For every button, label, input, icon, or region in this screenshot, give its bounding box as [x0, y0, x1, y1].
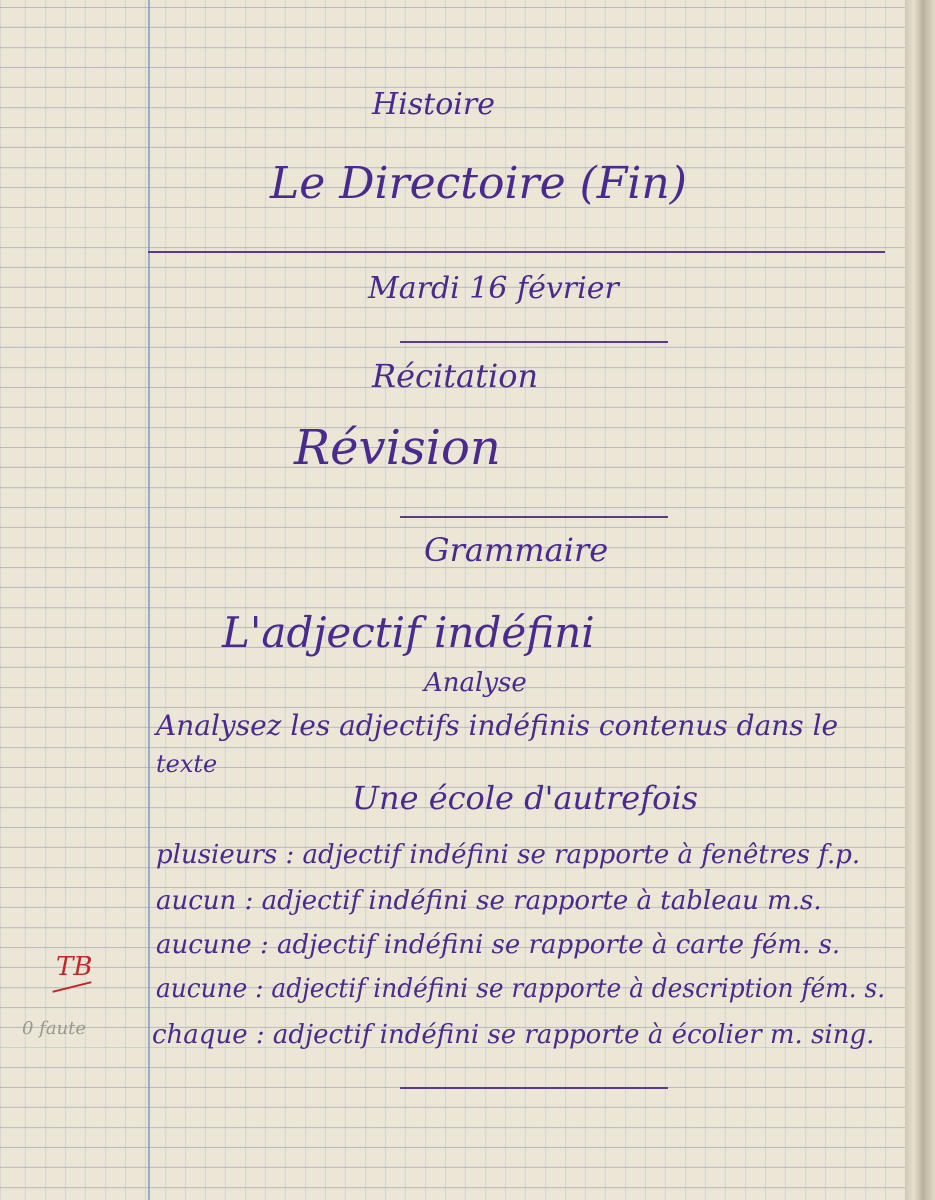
instruction-line: texte	[156, 750, 218, 778]
page-edge	[905, 0, 935, 1200]
divider-rule	[400, 1087, 668, 1089]
grade-underline	[52, 981, 91, 993]
fault-note: 0 faute	[22, 1018, 87, 1039]
divider-rule	[148, 251, 885, 253]
history-title: Le Directoire (Fin)	[270, 158, 687, 209]
analysis-line: aucune : adjectif indéfini se rapporte à carte fém. s.	[156, 930, 841, 960]
analysis-line: aucune : adjectif indéfini se rapporte à description fém. s.	[156, 974, 886, 1004]
text-title: Une école d'autrefois	[352, 779, 698, 817]
exercise-heading: Analyse	[424, 668, 527, 698]
recitation-subject: Récitation	[372, 357, 539, 395]
instruction-line: Analysez les adjectifs indéfinis contenus dans le	[156, 709, 839, 742]
grammar-subject: Grammaire	[424, 531, 609, 569]
divider-rule	[400, 341, 668, 343]
divider-rule	[400, 516, 668, 518]
recitation-title: Révision	[294, 420, 501, 476]
analysis-line: plusieurs : adjectif indéfini se rapporte à fenêtres f.p.	[156, 840, 861, 870]
analysis-line: chaque : adjectif indéfini se rapporte à écolier m. sing.	[152, 1020, 875, 1050]
grade-mark: TB	[56, 952, 93, 982]
date-heading: Mardi 16 février	[368, 271, 619, 306]
margin-line	[148, 0, 150, 1200]
analysis-line: aucun : adjectif indéfini se rapporte à tableau m.s.	[156, 886, 822, 916]
grammar-title: L'adjectif indéfini	[222, 608, 595, 657]
history-subject: Histoire	[372, 87, 495, 122]
